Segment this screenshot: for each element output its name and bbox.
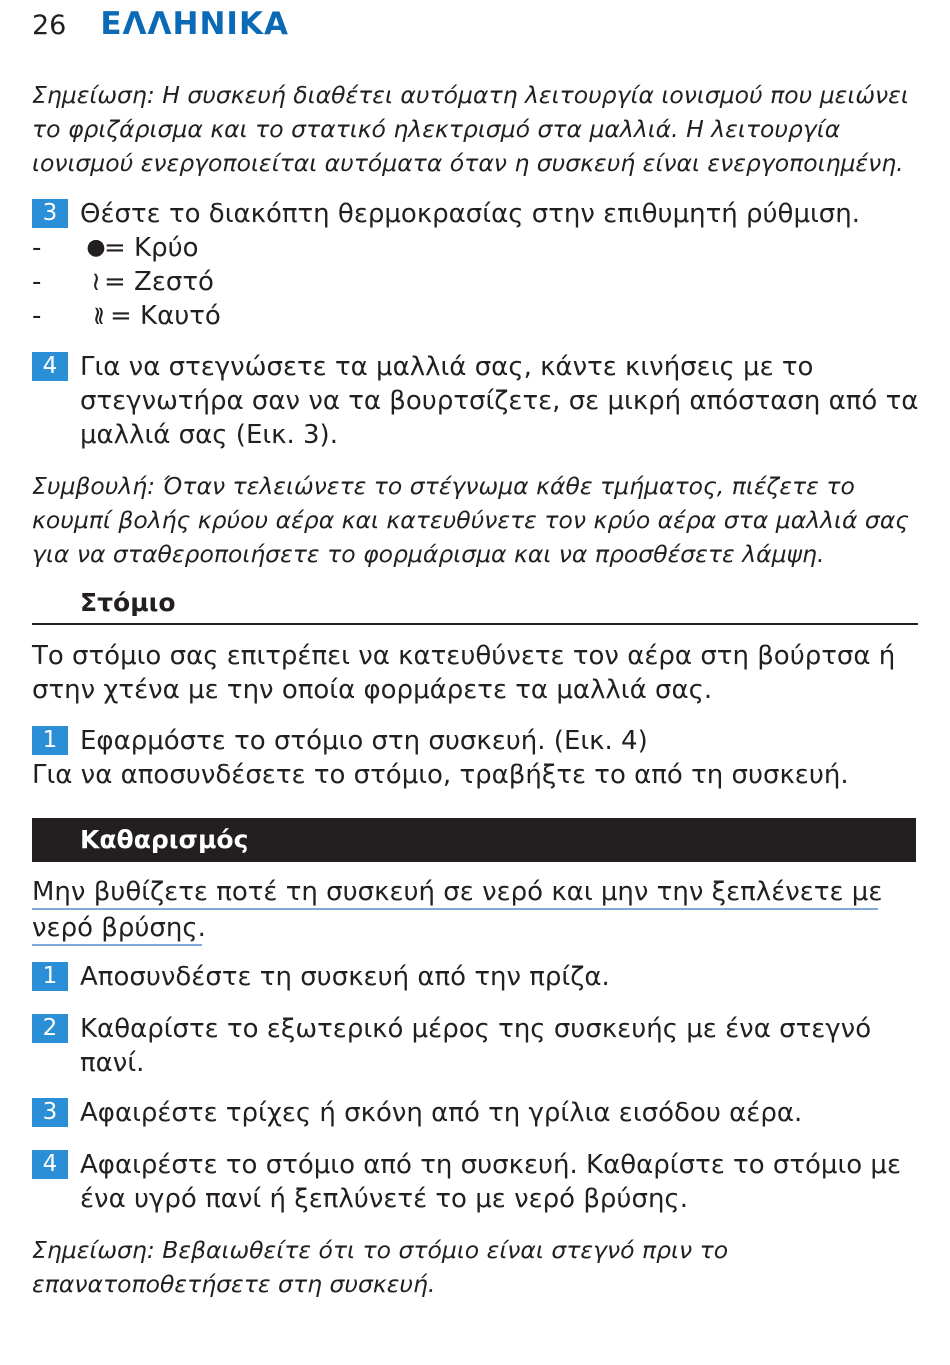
step-text: Καθαρίστε το εξωτερικό μέρος της συσκευής με ένα στεγνό πανί. <box>80 1014 872 1078</box>
cleaning-warning <box>32 874 922 946</box>
cleaning-section-bar <box>32 818 916 862</box>
step-number-badge: 3 <box>32 199 68 228</box>
cleaning-step <box>32 1096 922 1130</box>
step-text: Θέστε το διακόπτη θερμοκρασίας στην επιθυμητή ρύθμιση. <box>80 199 861 229</box>
step-text: Αφαιρέστε τρίχες ή σκόνη από τη γρίλια εισόδου αέρα. <box>80 1098 803 1128</box>
hot-setting-icon: ≀≀ <box>92 301 100 331</box>
warning-underline <box>32 944 202 946</box>
warm-setting-icon: ≀ <box>91 267 101 297</box>
language-title: ΕΛΛΗΝΙΚΑ <box>100 6 289 42</box>
step-text: Για να στεγνώσετε τα μαλλιά σας, κάντε κινήσεις με το στεγνωτήρα σαν να τα βουρτσίζετε, σε μικρή απόσταση από τα μαλλιά σας (Εικ. 3). <box>80 352 919 450</box>
step-number-badge: 1 <box>32 726 68 755</box>
tip-text: Όταν τελειώνετε το στέγνωμα κάθε τμήματος, πιέζετε το κουμπί βολής κρύου αέρα και κατευθύνετε τον κρύο αέρα στα μαλλιά σας για να σταθεροποιήσετε το φορμάρισμα και να προσθέσετε λάμψη. <box>32 472 910 568</box>
cleaning-section-title: Καθαρισμός <box>80 825 249 854</box>
note-label: Σημείωση: <box>32 81 155 109</box>
step-text: Εφαρμόστε το στόμιο στη συσκευή. (Εικ. 4) <box>80 726 648 756</box>
warning-text: Μην βυθίζετε ποτέ τη συσκευή σε νερό και μην την ξεπλένετε με νερό βρύσης. <box>32 877 883 943</box>
cold-setting-icon: ● <box>86 235 106 260</box>
bullet-dash: - <box>32 301 42 331</box>
cleaning-note <box>32 1233 922 1301</box>
ionic-note <box>32 78 922 180</box>
bullet-dash: - <box>32 233 42 263</box>
step-attach-nozzle <box>32 724 922 758</box>
nozzle-section-title: Στόμιο <box>80 588 176 617</box>
step-number-badge: 4 <box>32 1150 68 1179</box>
tip-label: Συμβουλή: <box>32 472 156 500</box>
cleaning-step <box>32 1012 922 1080</box>
step-number-badge: 4 <box>32 352 68 381</box>
temp-option-label: = Κρύο <box>104 233 199 263</box>
note-label: Σημείωση: <box>32 1236 155 1264</box>
temp-option-label: = Καυτό <box>110 301 221 331</box>
note-text: Βεβαιωθείτε ότι το στόμιο είναι στεγνό πριν το επανατοποθετήσετε στη συσκευή. <box>32 1236 729 1298</box>
step-number-badge: 3 <box>32 1098 68 1127</box>
warning-underline <box>32 908 878 910</box>
section-divider <box>32 623 918 625</box>
tip-note <box>32 469 922 571</box>
nozzle-intro: Το στόμιο σας επιτρέπει να κατευθύνετε τον αέρα στη βούρτσα ή στην χτένα με την οποία φορμάρετε τα μαλλιά σας. <box>32 641 896 705</box>
page-number: 26 <box>32 10 67 41</box>
bullet-dash: - <box>32 267 42 297</box>
step-drying <box>32 350 922 452</box>
note-text: Η συσκευή διαθέτει αυτόματη λειτουργία ιονισμού που μειώνει το φριζάρισμα και το στατικό ηλεκτρισμό στα μαλλιά. Η λειτουργία ιονισμού ενεργοποιείται αυτόματα όταν η συσκευή είναι ενεργοποιημένη. <box>32 81 909 177</box>
step-number-badge: 2 <box>32 1014 68 1043</box>
temp-option-label: = Ζεστό <box>104 267 214 297</box>
step-number-badge: 1 <box>32 962 68 991</box>
step-text: Αφαιρέστε το στόμιο από τη συσκευή. Καθαρίστε το στόμιο με ένα υγρό πανί ή ξεπλύνετέ το με νερό βρύσης. <box>80 1150 902 1214</box>
cleaning-step <box>32 960 922 994</box>
page-header <box>32 6 289 46</box>
step-text: Αποσυνδέστε τη συσκευή από την πρίζα. <box>80 962 610 992</box>
nozzle-detach-text: Για να αποσυνδέσετε το στόμιο, τραβήξτε το από τη συσκευή. <box>32 760 849 790</box>
cleaning-step <box>32 1148 922 1216</box>
step-temperature <box>32 197 922 231</box>
